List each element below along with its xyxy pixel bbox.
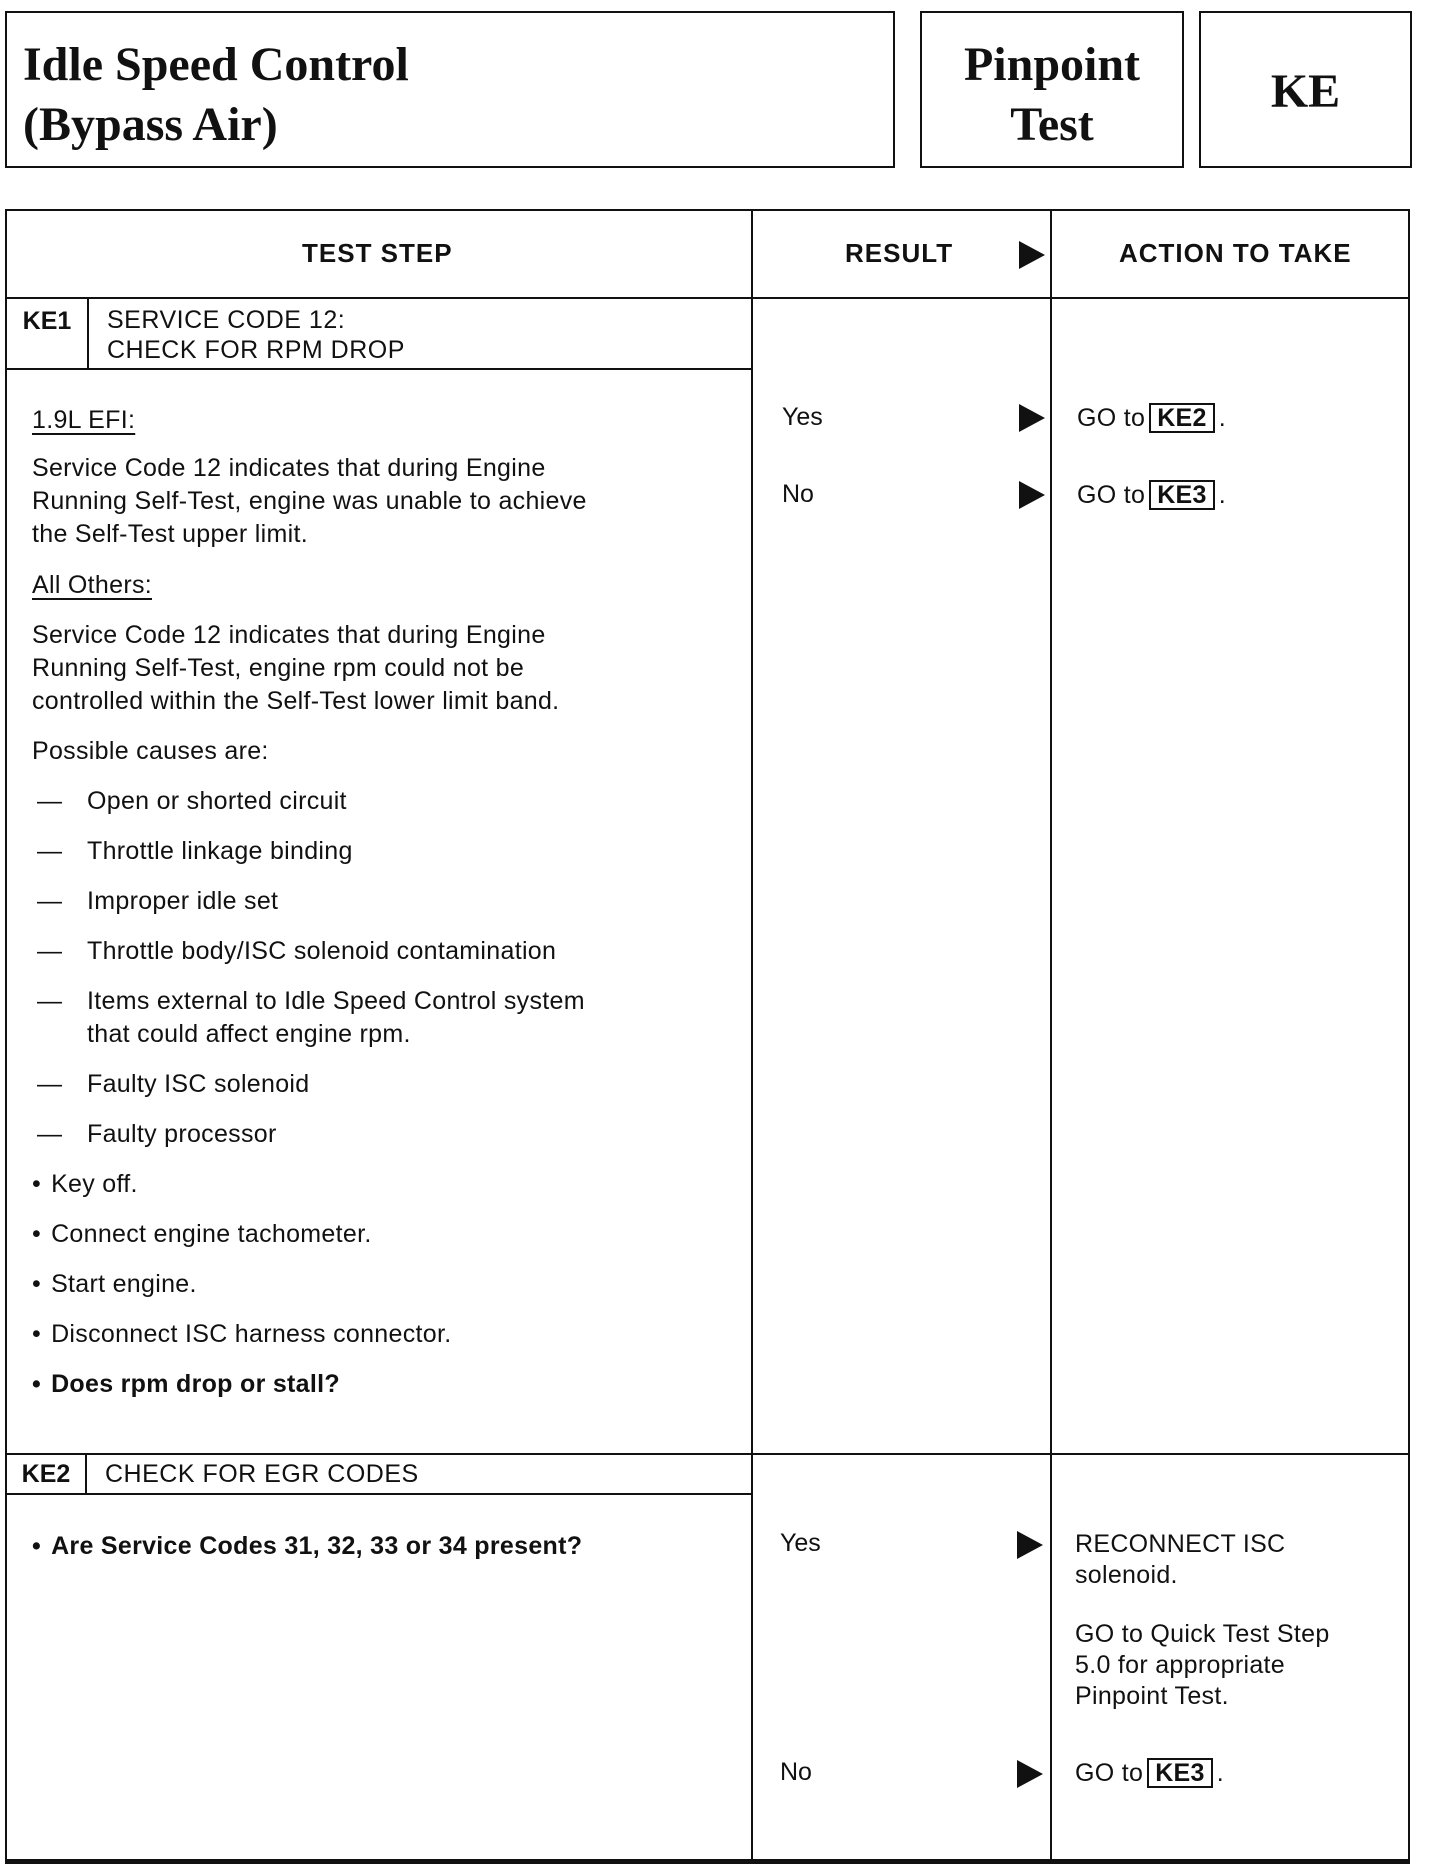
- causes-intro: Possible causes are:: [32, 737, 269, 765]
- efi-text-line-2: Running Self-Test, engine was unable to achieve: [32, 487, 587, 515]
- cause-item: Throttle body/ISC solenoid contamination: [87, 937, 557, 965]
- ke2-question: • Are Service Codes 31, 32, 33 or 34 present?: [32, 1530, 582, 1563]
- result-arrow-icon: [1019, 481, 1045, 509]
- column-divider-1: [751, 211, 753, 1861]
- step-ref-ke2[interactable]: KE2: [1149, 403, 1215, 433]
- result-arrow-icon: [1017, 1760, 1043, 1788]
- ke2-step-id: KE2: [7, 1455, 87, 1493]
- step-ref-ke3[interactable]: KE3: [1147, 1758, 1213, 1788]
- efi-text-line-1: Service Code 12 indicates that during Engine: [32, 454, 546, 482]
- ke1-step-title: [107, 305, 405, 365]
- action-line: Pinpoint Test.: [1075, 1682, 1229, 1710]
- ke1-step-header: [5, 297, 753, 370]
- ke1-title-line-1: SERVICE CODE 12:: [107, 306, 346, 334]
- action-line: RECONNECT ISC: [1075, 1530, 1286, 1558]
- action-prefix: GO to: [1077, 404, 1146, 432]
- column-divider-2: [1050, 211, 1052, 1861]
- procedure-step: • Start engine.: [32, 1268, 197, 1301]
- title-box: [5, 11, 895, 168]
- pinpoint-box: [920, 11, 1184, 168]
- header-result: RESULT: [845, 238, 954, 268]
- action-prefix: GO to: [1075, 1759, 1144, 1787]
- action-line: 5.0 for appropriate: [1075, 1651, 1285, 1679]
- ke1-title-line-2: CHECK FOR RPM DROP: [107, 336, 405, 364]
- pinpoint-table: [5, 209, 1410, 1864]
- ke2-action-yes: [1075, 1529, 1285, 1591]
- action-line: solenoid.: [1075, 1561, 1178, 1589]
- test-code: KE: [1270, 65, 1341, 118]
- cause-dash: —: [37, 937, 63, 965]
- others-text-line-1: Service Code 12 indicates that during Engine: [32, 621, 546, 649]
- header-arrow-icon: [1019, 241, 1045, 269]
- ke1-result-yes: Yes: [782, 403, 823, 431]
- ke1-step-id: KE1: [7, 299, 89, 368]
- cause-item: Improper idle set: [87, 887, 279, 915]
- others-text-line-3: controlled within the Self-Test lower limit band.: [32, 687, 560, 715]
- code-box: [1199, 11, 1412, 168]
- others-label: All Others:: [32, 571, 152, 599]
- pinpoint-line-2: Test: [1010, 98, 1094, 151]
- cause-item: Items external to Idle Speed Control system: [87, 987, 585, 1015]
- efi-text-line-3: the Self-Test upper limit.: [32, 520, 308, 548]
- pinpoint-line-1: Pinpoint: [963, 38, 1141, 91]
- cause-dash: —: [37, 1070, 63, 1098]
- ke1-action-yes: [1077, 403, 1226, 434]
- cause-dash: —: [37, 887, 63, 915]
- result-arrow-icon: [1019, 404, 1045, 432]
- ke2-step-header: [5, 1453, 753, 1495]
- cause-item: Open or shorted circuit: [87, 787, 347, 815]
- cause-dash: —: [37, 1120, 63, 1148]
- action-suffix: .: [1218, 404, 1226, 432]
- ke1-result-no: No: [782, 480, 814, 508]
- step-ref-ke3[interactable]: KE3: [1149, 480, 1215, 510]
- result-arrow-icon: [1017, 1531, 1043, 1559]
- ke2-step-title: CHECK FOR EGR CODES: [105, 1460, 419, 1488]
- ke2-action-yes-2: [1075, 1619, 1330, 1712]
- cause-dash: —: [37, 787, 63, 815]
- page-title: [23, 35, 409, 155]
- ke1-action-no: [1077, 480, 1226, 511]
- cause-dash: —: [37, 987, 63, 1015]
- procedure-step: • Connect engine tachometer.: [32, 1218, 372, 1251]
- ke2-action-no: [1075, 1758, 1224, 1789]
- cause-item: Faulty ISC solenoid: [87, 1070, 310, 1098]
- pinpoint-label: [922, 35, 1182, 155]
- cause-item-continued: that could affect engine rpm.: [87, 1020, 411, 1048]
- procedure-step: • Disconnect ISC harness connector.: [32, 1318, 451, 1351]
- ke1-question: • Does rpm drop or stall?: [32, 1368, 340, 1401]
- ke2-result-no: No: [780, 1758, 812, 1786]
- others-text-line-2: Running Self-Test, engine rpm could not be: [32, 654, 525, 682]
- action-prefix: GO to: [1077, 481, 1146, 509]
- title-line-1: Idle Speed Control: [23, 38, 409, 91]
- action-suffix: .: [1216, 1759, 1224, 1787]
- header-action: ACTION TO TAKE: [1119, 238, 1352, 268]
- procedure-step: • Key off.: [32, 1168, 138, 1201]
- cause-item: Throttle linkage binding: [87, 837, 353, 865]
- header-test-step: TEST STEP: [302, 238, 453, 268]
- action-line: GO to Quick Test Step: [1075, 1620, 1330, 1648]
- action-suffix: .: [1218, 481, 1226, 509]
- title-line-2: (Bypass Air): [23, 98, 278, 151]
- ke2-result-yes: Yes: [780, 1529, 821, 1557]
- cause-item: Faulty processor: [87, 1120, 277, 1148]
- cause-dash: —: [37, 837, 63, 865]
- efi-label: 1.9L EFI:: [32, 406, 136, 434]
